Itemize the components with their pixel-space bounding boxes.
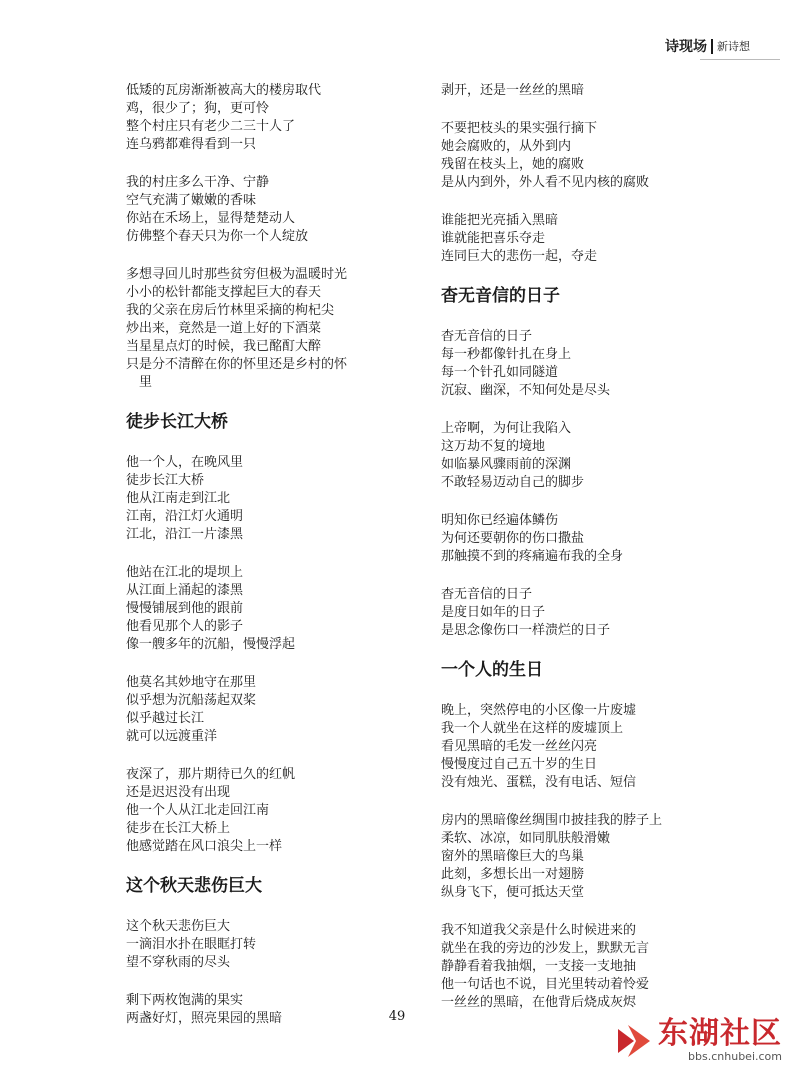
- poem-line: 上帝啊，为何让我陷入: [441, 421, 572, 436]
- poem-line: 你站在禾场上，显得楚楚动人: [126, 211, 296, 226]
- poem-line: 慢慢度过自己五十岁的生日: [441, 757, 598, 772]
- poem-line: 似乎越过长江: [126, 711, 205, 726]
- poem-line: 多想寻回儿时那些贫穷但极为温暖时光: [126, 267, 348, 282]
- poem-line: 还是迟迟没有出现: [126, 785, 231, 800]
- poem-line: 看见黑暗的毛发一丝丝闪亮: [441, 739, 598, 754]
- poem-line: 每一个针孔如同隧道: [441, 365, 559, 380]
- header-divider: [711, 39, 713, 54]
- poem-line: 谁能把光亮插入黑暗: [441, 213, 559, 228]
- poem-line: 剩下两枚饱满的果实: [126, 993, 244, 1008]
- poem-line: 夜深了，那片期待已久的红帆: [126, 767, 296, 782]
- poem-line: 低矮的瓦房渐渐被高大的楼房取代: [126, 83, 322, 98]
- poem-line: 谁就能把喜乐夺走: [441, 231, 546, 246]
- poem-line: 连乌鸦都难得看到一只: [126, 137, 257, 152]
- poem-line: 柔软、冰凉，如同肌肤般滑嫩: [441, 831, 611, 846]
- poem-line: 就可以远渡重洋: [126, 729, 218, 744]
- poem-stanza: [441, 120, 741, 192]
- left-column: [126, 82, 426, 1048]
- poem-stanza: [441, 586, 741, 640]
- poem-line: 我一个人就坐在这样的废墟顶上: [441, 721, 624, 736]
- poem-line: 残留在枝头上，她的腐败: [441, 157, 585, 172]
- poem-line: 小小的松针都能支撑起巨大的春天: [126, 285, 322, 300]
- poem-line: 明知你已经遍体鳞伤: [441, 513, 559, 528]
- poem-stanza: [126, 918, 426, 972]
- poem-stanza: [441, 328, 741, 400]
- poem-line: 他站在江北的堤坝上: [126, 565, 244, 580]
- section-title: 诗现场: [665, 39, 707, 55]
- poem-line: 整个村庄只有老少二三十人了: [126, 119, 296, 134]
- poem-stanza: [126, 674, 426, 746]
- poem-line: 此刻，多想长出一对翅膀: [441, 867, 585, 882]
- poem-line: 我的父亲在房后竹林里采摘的枸杞尖: [126, 303, 335, 318]
- poem-line: 晚上，突然停电的小区像一片废墟: [441, 703, 637, 718]
- poem-title: 这个秋天悲伤巨大: [126, 876, 262, 896]
- poem-line: 杳无音信的日子: [441, 587, 533, 602]
- right-column: [441, 82, 741, 1032]
- poem-line: 那触摸不到的疼痛遍布我的全身: [441, 549, 624, 564]
- poem-stanza: [441, 82, 741, 100]
- poem-line: 是度日如年的日子: [441, 605, 546, 620]
- poem-line: 剥开，还是一丝丝的黑暗: [441, 83, 585, 98]
- page-number: 49: [388, 1009, 406, 1024]
- poem-line: 没有烛光、蛋糕，没有电话、短信: [441, 775, 637, 790]
- poem-line: 徒步长江大桥: [126, 473, 205, 488]
- poem-line: 炒出来，竟然是一道上好的下酒菜: [126, 321, 322, 336]
- watermark-url: bbs.cnhubei.com: [688, 1050, 782, 1063]
- poem-line: 是从内到外，外人看不见内核的腐败: [441, 175, 650, 190]
- poem-line: 他一个人，在晚风里: [126, 455, 244, 470]
- poem-line: 当星星点灯的时候，我已酩酊大醉: [126, 339, 322, 354]
- poem-line: 我不知道我父亲是什么时候进来的: [441, 923, 637, 938]
- poem-line: 空气充满了嫩嫩的香味: [126, 193, 257, 208]
- poem-stanza: [126, 564, 426, 654]
- poem-line: 窗外的黑暗像巨大的鸟巢: [441, 849, 585, 864]
- poem-line: 她会腐败的，从外到内: [441, 139, 572, 154]
- poem-stanza: [441, 922, 741, 1012]
- poem-line: 望不穿秋雨的尽头: [126, 955, 231, 970]
- poem-line: 他从江南走到江北: [126, 491, 231, 506]
- poem-line: 一丝丝的黑暗，在他背后烧成灰烬: [441, 995, 637, 1010]
- site-watermark: [614, 1018, 782, 1063]
- poem-title: 一个人的生日: [441, 660, 543, 680]
- poem-line: 一滴泪水扑在眼眶打转: [126, 937, 257, 952]
- poem-stanza: [441, 812, 741, 902]
- poem-line: 鸡，很少了；狗，更可怜: [126, 101, 270, 116]
- poem-stanza: [126, 454, 426, 544]
- poem-stanza: [441, 702, 741, 792]
- poem-stanza: [126, 766, 426, 856]
- subsection-title: 新诗想: [717, 40, 750, 53]
- poem-line: 江南，沿江灯火通明: [126, 509, 244, 524]
- poem-line: 房内的黑暗像丝绸围巾披挂我的脖子上: [441, 813, 663, 828]
- poem-line: 是思念像伤口一样溃烂的日子: [441, 623, 611, 638]
- header-rule: [700, 59, 780, 60]
- poem-line: 徒步在长江大桥上: [126, 821, 231, 836]
- poem-line: 这个秋天悲伤巨大: [126, 919, 231, 934]
- poem-line: 就坐在我的旁边的沙发上，默默无言: [441, 941, 650, 956]
- poem-line: 连同巨大的悲伤一起，夺走: [441, 249, 598, 264]
- poem-line: 他一个人从江北走回江南: [126, 803, 270, 818]
- running-header: [665, 36, 750, 56]
- poem-line: 他莫名其妙地守在那里: [126, 675, 257, 690]
- poem-line: 慢慢铺展到他的跟前: [126, 601, 244, 616]
- poem-line: 杳无音信的日子: [441, 329, 533, 344]
- poem-stanza: [441, 512, 741, 566]
- poem-stanza: [441, 212, 741, 266]
- poem-stanza: [126, 82, 426, 154]
- poem-line: 两盏好灯，照亮果园的黑暗: [126, 1011, 283, 1026]
- poem-line: 似乎想为沉船荡起双桨: [126, 693, 257, 708]
- poem-line: 他看见那个人的影子: [126, 619, 244, 634]
- poem-line: 他感觉踏在风口浪尖上一样: [126, 839, 283, 854]
- poem-line: 只是分不清醉在你的怀里还是乡村的怀: [126, 357, 348, 372]
- poem-stanza: [126, 266, 426, 392]
- watermark-logo-icon: [614, 1021, 654, 1061]
- poem-line: 像一艘多年的沉船，慢慢浮起: [126, 637, 296, 652]
- poem-title: 杳无音信的日子: [441, 286, 560, 306]
- poem-line: 每一秒都像针扎在身上: [441, 347, 572, 362]
- poem-line: 从江面上涌起的漆黑: [126, 583, 244, 598]
- poem-line: 这万劫不复的境地: [441, 439, 546, 454]
- poem-line: 纵身飞下，便可抵达天堂: [441, 885, 585, 900]
- poem-line: 不敢轻易迈动自己的脚步: [441, 475, 585, 490]
- poem-line: 江北，沿江一片漆黑: [126, 527, 244, 542]
- poem-line: 静静看着我抽烟，一支接一支地抽: [441, 959, 637, 974]
- poem-line: 我的村庄多么干净、宁静: [126, 175, 270, 190]
- poem-line: 沉寂、幽深，不知何处是尽头: [441, 383, 611, 398]
- poem-stanza: [441, 420, 741, 492]
- poem-line: 他一句话也不说，目光里转动着怜爱: [441, 977, 650, 992]
- poem-line: 不要把枝头的果实强行摘下: [441, 121, 598, 136]
- poem-line: 为何还要朝你的伤口撒盐: [441, 531, 585, 546]
- poem-stanza: [126, 174, 426, 246]
- poem-line: 里: [139, 375, 153, 390]
- poem-title: 徒步长江大桥: [126, 412, 228, 432]
- poem-line: 如临暴风骤雨前的深渊: [441, 457, 572, 472]
- poem-line: 仿佛整个春天只为你一个人绽放: [126, 229, 309, 244]
- watermark-title: 东湖社区: [658, 1016, 782, 1051]
